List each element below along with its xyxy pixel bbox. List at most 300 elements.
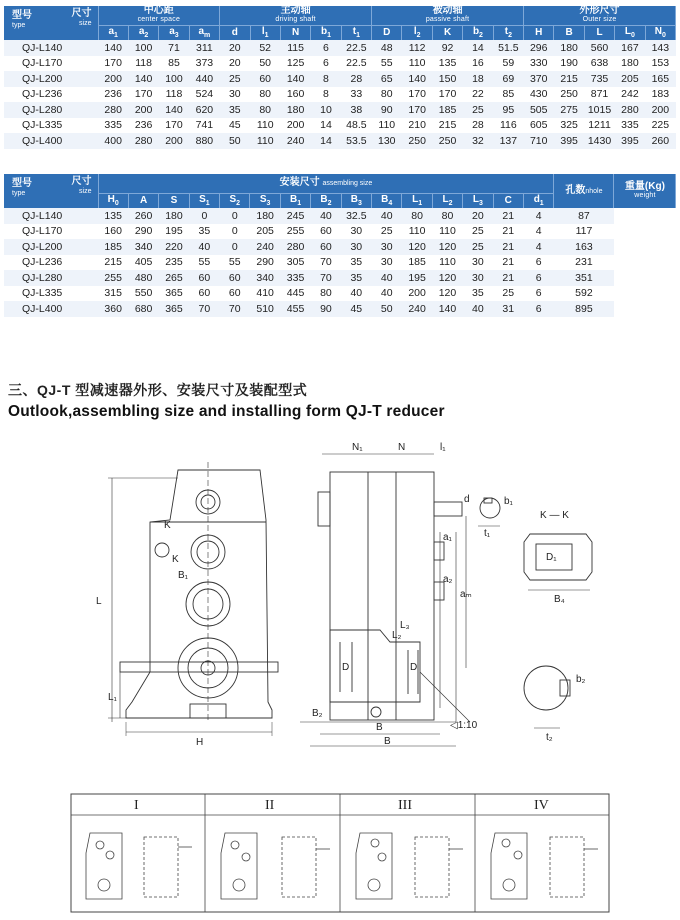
table-row — [4, 102, 676, 118]
value-cell: 100 — [128, 40, 158, 56]
value-cell: 370 — [524, 71, 554, 87]
value-cell: 110 — [402, 56, 432, 72]
table-row — [4, 239, 676, 255]
value-cell: 30 — [220, 87, 250, 103]
table1-col-a2: $a_2$ — [128, 25, 158, 40]
label-B: B — [384, 736, 391, 747]
value-cell: 6 — [523, 270, 553, 286]
value-cell: 170 — [402, 87, 432, 103]
value-cell: 290 — [250, 255, 280, 271]
value-cell: 335 — [280, 270, 310, 286]
table1-col-t2: $t_2$ — [493, 25, 523, 40]
value-cell: 560 — [584, 40, 614, 56]
form-I-label: I — [134, 798, 139, 813]
value-cell: 335 — [615, 118, 645, 134]
value-cell: 365 — [159, 286, 189, 302]
value-cell: 330 — [524, 56, 554, 72]
value-cell: 100 — [159, 71, 189, 87]
value-cell: 10 — [311, 102, 341, 118]
value-cell: 130 — [372, 133, 402, 149]
value-cell: 40 — [341, 286, 371, 302]
table1-col-n0: $N_0$ — [645, 25, 675, 40]
value-cell: 120 — [432, 286, 462, 302]
value-cell: 35 — [341, 255, 371, 271]
value-cell: 18 — [463, 71, 493, 87]
value-cell: 242 — [615, 87, 645, 103]
value-cell: 240 — [402, 301, 432, 317]
value-cell: 55 — [372, 56, 402, 72]
value-cell: 280 — [98, 102, 128, 118]
value-cell: 137 — [493, 133, 523, 149]
value-cell: 680 — [128, 301, 158, 317]
value-cell: 115 — [280, 40, 310, 56]
value-cell: 21 — [493, 239, 523, 255]
label-L2: L₂ — [392, 630, 402, 641]
table2-type-size-cell: 尺寸 size 型号 type — [4, 174, 98, 208]
group-outer-size: 外形尺寸 Outer size — [524, 6, 676, 25]
value-cell: 170 — [402, 102, 432, 118]
model-cell: QJ-L236 — [4, 87, 98, 103]
value-cell: 8 — [311, 87, 341, 103]
holes-header: 孔数nhole — [554, 174, 614, 208]
side-view — [300, 454, 470, 746]
value-cell: 140 — [128, 71, 158, 87]
installing-forms-panel — [70, 793, 610, 913]
value-cell: 14 — [311, 133, 341, 149]
value-cell: 185 — [98, 239, 128, 255]
label-D: D — [342, 662, 350, 673]
table2-col-b3: $B_3$ — [341, 193, 371, 208]
value-cell: 592 — [554, 286, 614, 302]
value-cell: 225 — [645, 118, 675, 134]
value-cell: 60 — [189, 286, 219, 302]
value-cell: 185 — [432, 102, 462, 118]
value-cell: 167 — [615, 40, 645, 56]
value-cell: 250 — [554, 87, 584, 103]
table-row — [4, 286, 676, 302]
value-cell: 118 — [159, 87, 189, 103]
value-cell: 118 — [128, 56, 158, 72]
value-cell: 215 — [432, 118, 462, 134]
value-cell: 33 — [341, 87, 371, 103]
label-d: d — [464, 494, 470, 505]
table-row — [4, 224, 676, 240]
value-cell: 373 — [189, 56, 219, 72]
value-cell: 735 — [584, 71, 614, 87]
value-cell: 59 — [493, 56, 523, 72]
value-cell: 445 — [280, 286, 310, 302]
value-cell: 360 — [98, 301, 128, 317]
value-cell: 40 — [311, 208, 341, 224]
value-cell: 410 — [250, 286, 280, 302]
value-cell: 236 — [98, 87, 128, 103]
value-cell: 125 — [280, 56, 310, 72]
value-cell: 20 — [220, 40, 250, 56]
value-cell: 205 — [615, 71, 645, 87]
value-cell: 240 — [250, 239, 280, 255]
value-cell: 14 — [463, 40, 493, 56]
value-cell: 895 — [554, 301, 614, 317]
value-cell: 245 — [280, 208, 310, 224]
label-N: N — [398, 442, 406, 453]
value-cell: 30 — [341, 224, 371, 240]
value-cell: 395 — [554, 133, 584, 149]
table1-col-h: H — [524, 25, 554, 40]
value-cell: 160 — [98, 224, 128, 240]
value-cell: 1211 — [584, 118, 614, 134]
value-cell: 200 — [280, 118, 310, 134]
value-cell: 365 — [159, 301, 189, 317]
reducer-outline-drawing — [0, 432, 680, 792]
table2-col-l1: $L_1$ — [402, 193, 432, 208]
value-cell: 325 — [554, 118, 584, 134]
value-cell: 305 — [280, 255, 310, 271]
table-row — [4, 270, 676, 286]
value-cell: 22.5 — [341, 56, 371, 72]
value-cell: 550 — [128, 286, 158, 302]
value-cell: 35 — [341, 270, 371, 286]
value-cell: 30 — [463, 270, 493, 286]
value-cell: 170 — [432, 87, 462, 103]
value-cell: 25 — [463, 102, 493, 118]
table2-col-l3: $L_3$ — [463, 193, 493, 208]
form-I-diagram — [86, 833, 192, 899]
table-row — [4, 208, 676, 224]
table2-group-header — [4, 174, 676, 193]
table1-col-n: N — [280, 25, 310, 40]
table2-col-s: S — [159, 193, 189, 208]
value-cell: 80 — [372, 87, 402, 103]
value-cell: 165 — [645, 71, 675, 87]
value-cell: 143 — [645, 40, 675, 56]
label-K-top: K — [164, 520, 171, 531]
value-cell: 6 — [523, 301, 553, 317]
value-cell: 80 — [402, 208, 432, 224]
value-cell: 22.5 — [341, 40, 371, 56]
value-cell: 60 — [250, 71, 280, 87]
value-cell: 112 — [402, 40, 432, 56]
value-cell: 21 — [493, 208, 523, 224]
group-center-space: 中心距 center space — [98, 6, 220, 25]
value-cell: 180 — [280, 102, 310, 118]
value-cell: 180 — [554, 40, 584, 56]
value-cell: 215 — [98, 255, 128, 271]
value-cell: 40 — [372, 270, 402, 286]
table1-col-l0: $L_0$ — [615, 25, 645, 40]
value-cell: 335 — [98, 118, 128, 134]
value-cell: 92 — [432, 40, 462, 56]
value-cell: 90 — [372, 102, 402, 118]
value-cell: 120 — [402, 239, 432, 255]
value-cell: 180 — [159, 208, 189, 224]
table2-col-b4: $B_4$ — [372, 193, 402, 208]
value-cell: 70 — [311, 255, 341, 271]
value-cell: 135 — [432, 56, 462, 72]
value-cell: 280 — [280, 239, 310, 255]
keyway-detail — [524, 666, 570, 728]
value-cell: 16 — [463, 56, 493, 72]
group-passive-shaft: 被动轴 passive shaft — [372, 6, 524, 25]
label-B2: B₂ — [312, 708, 323, 719]
table1-col-b1: $b_1$ — [311, 25, 341, 40]
value-cell: 60 — [311, 224, 341, 240]
value-cell: 180 — [250, 208, 280, 224]
value-cell: 32.5 — [341, 208, 371, 224]
front-view — [108, 462, 278, 736]
value-cell: 50 — [220, 133, 250, 149]
model-cell: QJ-L170 — [4, 56, 98, 72]
value-cell: 87 — [554, 208, 614, 224]
value-cell: 80 — [311, 286, 341, 302]
table1-col-l: L — [584, 25, 614, 40]
value-cell: 153 — [645, 56, 675, 72]
value-cell: 395 — [615, 133, 645, 149]
value-cell: 620 — [189, 102, 219, 118]
value-cell: 6 — [523, 286, 553, 302]
value-cell: 440 — [189, 71, 219, 87]
model-cell: QJ-L140 — [4, 208, 98, 224]
value-cell: 120 — [432, 270, 462, 286]
value-cell: 25 — [220, 71, 250, 87]
form-III-diagram — [356, 833, 463, 899]
table1-col-a1: $a_1$ — [98, 25, 128, 40]
value-cell: 35 — [189, 224, 219, 240]
value-cell: 880 — [189, 133, 219, 149]
form-II-label: II — [265, 798, 275, 813]
value-cell: 311 — [189, 40, 219, 56]
value-cell: 170 — [98, 56, 128, 72]
label-am: aₘ — [460, 589, 472, 600]
dimension-table-2 — [4, 174, 676, 317]
table1-col-d: D — [372, 25, 402, 40]
value-cell: 48.5 — [341, 118, 371, 134]
value-cell: 30 — [463, 255, 493, 271]
table-row — [4, 56, 676, 72]
form-IV-diagram — [491, 833, 598, 899]
model-cell: QJ-L280 — [4, 102, 98, 118]
value-cell: 340 — [250, 270, 280, 286]
value-cell: 21 — [493, 255, 523, 271]
value-cell: 183 — [645, 87, 675, 103]
table2-col-s3: $S_3$ — [250, 193, 280, 208]
value-cell: 0 — [220, 224, 250, 240]
value-cell: 1430 — [584, 133, 614, 149]
value-cell: 205 — [250, 224, 280, 240]
value-cell: 210 — [402, 118, 432, 134]
value-cell: 1015 — [584, 102, 614, 118]
table1-column-header — [4, 25, 676, 40]
value-cell: 400 — [98, 133, 128, 149]
value-cell: 70 — [189, 301, 219, 317]
model-cell: QJ-L335 — [4, 286, 98, 302]
value-cell: 290 — [128, 224, 158, 240]
value-cell: 70 — [311, 270, 341, 286]
weight-header: 重量(Kg) weight — [614, 174, 676, 208]
table1-col-t1: $t_1$ — [341, 25, 371, 40]
value-cell: 25 — [372, 224, 402, 240]
value-cell: 351 — [554, 270, 614, 286]
value-cell: 455 — [280, 301, 310, 317]
table1-col-d: d — [220, 25, 250, 40]
value-cell: 340 — [128, 239, 158, 255]
label-N1: N₁ — [352, 442, 363, 453]
value-cell: 280 — [128, 133, 158, 149]
label-t1: t₁ — [484, 528, 491, 539]
table1-col-b2: $b_2$ — [463, 25, 493, 40]
table2-col-b1: $B_1$ — [280, 193, 310, 208]
table-row — [4, 301, 676, 317]
table-row — [4, 255, 676, 271]
value-cell: 120 — [432, 239, 462, 255]
label-D-right: D — [410, 662, 418, 673]
value-cell: 160 — [280, 87, 310, 103]
value-cell: 255 — [98, 270, 128, 286]
value-cell: 315 — [98, 286, 128, 302]
value-cell: 69 — [493, 71, 523, 87]
value-cell: 6 — [311, 40, 341, 56]
model-cell: QJ-L170 — [4, 224, 98, 240]
value-cell: 51.5 — [493, 40, 523, 56]
value-cell: 45 — [341, 301, 371, 317]
group-driving-shaft: 主动轴 driving shaft — [220, 6, 372, 25]
value-cell: 195 — [402, 270, 432, 286]
table1-group-header — [4, 6, 676, 25]
label-b1: b₁ — [504, 496, 513, 507]
group-assembling-size: 安装尺寸 assembling size — [98, 174, 554, 193]
value-cell: 25 — [463, 224, 493, 240]
value-cell: 22 — [463, 87, 493, 103]
kk-section-view — [524, 534, 592, 590]
value-cell: 140 — [98, 40, 128, 56]
label-a1: a₁ — [443, 532, 452, 543]
value-cell: 52 — [250, 40, 280, 56]
value-cell: 25 — [463, 239, 493, 255]
label-D1: D₁ — [546, 552, 557, 563]
shaft-end-detail — [478, 498, 500, 526]
label-L3: L₃ — [400, 620, 410, 631]
model-cell: QJ-L140 — [4, 40, 98, 56]
value-cell: 200 — [402, 286, 432, 302]
value-cell: 30 — [372, 239, 402, 255]
label-a2: a₂ — [443, 574, 453, 585]
model-cell: QJ-L200 — [4, 239, 98, 255]
value-cell: 510 — [250, 301, 280, 317]
value-cell: 250 — [432, 133, 462, 149]
value-cell: 60 — [220, 286, 250, 302]
label-B4: B₄ — [554, 594, 565, 605]
value-cell: 48 — [372, 40, 402, 56]
value-cell: 0 — [189, 208, 219, 224]
value-cell: 110 — [250, 133, 280, 149]
table1-col-am: $a_m$ — [189, 25, 219, 40]
value-cell: 110 — [432, 224, 462, 240]
value-cell: 260 — [645, 133, 675, 149]
value-cell: 8 — [311, 71, 341, 87]
value-cell: 60 — [189, 270, 219, 286]
value-cell: 95 — [493, 102, 523, 118]
value-cell: 40 — [189, 239, 219, 255]
table1-body — [4, 40, 676, 149]
value-cell: 40 — [463, 301, 493, 317]
model-cell: QJ-L280 — [4, 270, 98, 286]
dimension-table-1 — [4, 6, 676, 149]
value-cell: 4 — [523, 239, 553, 255]
value-cell: 4 — [523, 224, 553, 240]
value-cell: 140 — [432, 301, 462, 317]
value-cell: 25 — [493, 286, 523, 302]
value-cell: 6 — [523, 255, 553, 271]
value-cell: 235 — [159, 255, 189, 271]
value-cell: 480 — [128, 270, 158, 286]
value-cell: 6 — [311, 56, 341, 72]
value-cell: 505 — [524, 102, 554, 118]
value-cell: 50 — [372, 301, 402, 317]
value-cell: 65 — [372, 71, 402, 87]
table2-col-a: A — [128, 193, 158, 208]
value-cell: 53.5 — [341, 133, 371, 149]
value-cell: 871 — [584, 87, 614, 103]
value-cell: 85 — [493, 87, 523, 103]
table-row — [4, 87, 676, 103]
value-cell: 71 — [159, 40, 189, 56]
value-cell: 30 — [372, 255, 402, 271]
model-cell: QJ-L400 — [4, 133, 98, 149]
value-cell: 260 — [128, 208, 158, 224]
value-cell: 60 — [311, 239, 341, 255]
value-cell: 50 — [250, 56, 280, 72]
value-cell: 150 — [432, 71, 462, 87]
form-II-diagram — [221, 833, 330, 899]
model-cell: QJ-L236 — [4, 255, 98, 271]
value-cell: 710 — [524, 133, 554, 149]
label-B1: B₁ — [178, 570, 189, 581]
section-title-english: Outlook,assembling size and installing form QJ-T reducer — [8, 403, 445, 420]
label-L1: L₁ — [108, 692, 117, 703]
value-cell: 200 — [98, 71, 128, 87]
value-cell: 140 — [280, 71, 310, 87]
table1-col-l1: $l_1$ — [250, 25, 280, 40]
value-cell: 430 — [524, 87, 554, 103]
table2-col-d1: $d_1$ — [523, 193, 553, 208]
table2-col-s1: $S_1$ — [189, 193, 219, 208]
table-row — [4, 40, 676, 56]
label-t2: t₂ — [546, 732, 553, 743]
label-H: H — [196, 737, 204, 748]
value-cell: 170 — [159, 118, 189, 134]
value-cell: 185 — [402, 255, 432, 271]
value-cell: 140 — [159, 102, 189, 118]
value-cell: 20 — [463, 208, 493, 224]
value-cell: 35 — [220, 102, 250, 118]
value-cell: 265 — [159, 270, 189, 286]
table-row — [4, 133, 676, 149]
value-cell: 80 — [250, 87, 280, 103]
label-b2: b₂ — [576, 674, 586, 685]
value-cell: 35 — [463, 286, 493, 302]
value-cell: 31 — [493, 301, 523, 317]
value-cell: 231 — [554, 255, 614, 271]
label-l1: l₁ — [440, 442, 446, 453]
model-cell: QJ-L200 — [4, 71, 98, 87]
value-cell: 215 — [554, 71, 584, 87]
table2-col-c: C — [493, 193, 523, 208]
value-cell: 200 — [159, 133, 189, 149]
value-cell: 220 — [159, 239, 189, 255]
table1-type-size-cell: 尺寸 size 型号 type — [4, 6, 98, 40]
value-cell: 200 — [128, 102, 158, 118]
value-cell: 140 — [402, 71, 432, 87]
value-cell: 21 — [493, 270, 523, 286]
